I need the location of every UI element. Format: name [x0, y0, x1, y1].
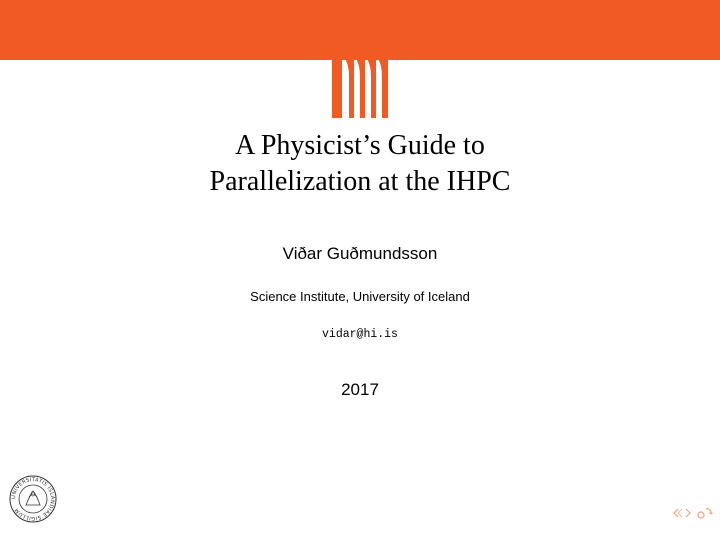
nav-prev-icon[interactable]: [674, 509, 682, 517]
university-building-logo: [324, 40, 396, 118]
navigation-icons[interactable]: [672, 505, 714, 521]
institute: Science Institute, University of Iceland: [250, 289, 470, 304]
svg-text:UNIVERSITATIS ISLANDIAE SIGILL: [11, 477, 55, 521]
email[interactable]: vidar@hi.is: [322, 328, 398, 341]
year: 2017: [341, 380, 379, 399]
author-name: Viðar Guðmundsson: [282, 244, 438, 263]
seal-text: UNIVERSITATIS ISLANDIAE SIGILLUM: [10, 476, 56, 522]
slide-title: [0, 128, 720, 200]
university-seal-icon: [9, 475, 57, 523]
nav-next-icon[interactable]: [686, 509, 690, 517]
title-line-1: A Physicist’s Guide to: [235, 130, 485, 161]
nav-search-icon[interactable]: [698, 509, 713, 518]
title-line-2: Parallelization at the IHPC: [209, 166, 511, 197]
